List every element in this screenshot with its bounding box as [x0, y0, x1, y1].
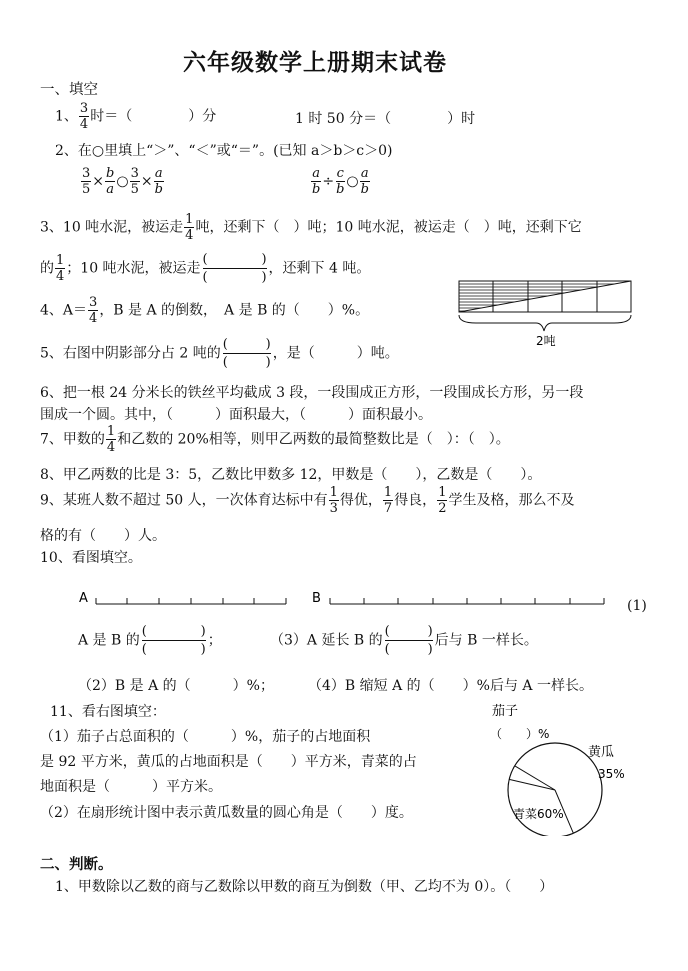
- question-11-line-4: （2）在扇形统计图中表示黄瓜数量的圆心角是（ ）度。: [40, 805, 413, 821]
- question-11-line-3: 地面积是（ ）平方米。: [40, 779, 222, 795]
- question-10-part-4: （4）B 缩短 A 的（ ）%后与 A 一样长。: [308, 678, 593, 694]
- question-text: 时＝（ ）分: [90, 108, 217, 125]
- question-10-part-1: A 是 B 的 ( ) ( ) ；: [78, 624, 222, 657]
- pie-pct-eggplant: （ ）%: [490, 727, 550, 741]
- line-segments-figure: [78, 588, 608, 612]
- fraction: $\frac{1}{4}$: [185, 212, 194, 243]
- question-7: 7、甲数的 $\frac{1}{4}$ 和乙数的 20%相等，则甲乙两数的最简整数比是（ ）：（ ）。: [40, 424, 510, 455]
- pie-label-greens: 青菜60%: [513, 807, 564, 821]
- fraction: $\frac{a}{b}$: [360, 166, 369, 197]
- question-11-heading: 11、看右图填空：: [50, 704, 166, 720]
- fraction: $\frac{b}{a}$: [106, 166, 115, 197]
- page-title: 六年级数学上册期末试卷: [183, 49, 447, 76]
- blank-fraction: ( ) ( ): [202, 252, 267, 285]
- question-11-line-2: 是 92 平方米，黄瓜的占地面积是（ ）平方米，青菜的占: [40, 754, 417, 770]
- question-10-part-2: （2）B 是 A 的（ ）%；: [78, 678, 274, 694]
- question-10-part-3: （3）A 延长 B 的 ( ) ( ) 后与 B 一样长。: [270, 624, 538, 657]
- blank-fraction: ( ) ( ): [141, 624, 206, 657]
- question-3-line-1: 3、10 吨水泥，被运走 $\frac{1}{4}$ 吨，还剩下（ ）吨；10 吨水泥，被运走（ ）吨，还剩下它: [40, 212, 582, 243]
- question-2: 2、在○里填上“＞”、“＜”或“＝”。(已知 a＞b＞c＞0): [55, 143, 393, 159]
- comparison-expression-1: $\frac{3}{5}$ × $\frac{b}{a}$ ○ $\frac{3}{5}$ × $\frac{a}{b}$: [82, 166, 163, 197]
- fraction: $\frac{1}{4}$: [106, 424, 116, 455]
- judge-question-1: 1、甲数除以乙数的商与乙数除以甲数的商互为倒数（甲、乙均不为 0）。（ ）: [55, 879, 554, 895]
- fraction: $\frac{3}{5}$: [82, 166, 91, 197]
- fraction: $\frac{3}{5}$: [130, 166, 139, 197]
- pie-label-eggplant: 茄子: [492, 704, 519, 719]
- fraction: $\frac{1}{7}$: [383, 485, 393, 516]
- question-6-line-2: 围成一个圆。其中，（ ）面积最大，（ ）面积最小。: [40, 407, 432, 423]
- blank-fraction: ( ) ( ): [384, 624, 433, 657]
- question-10-heading: 10、看图填空。: [40, 550, 142, 566]
- blank-fraction: ( ) ( ): [222, 337, 271, 370]
- shaded-bar-figure: [456, 279, 636, 354]
- pie-label-cucumber: 黄瓜: [588, 745, 615, 760]
- fraction: $\frac{1}{2}$: [438, 485, 447, 516]
- fraction: $\frac{a}{b}$: [154, 166, 163, 197]
- question-3-line-2: 的 $\frac{1}{4}$ ；10 吨水泥，被运走 ( ) ( ) ，还剩下 4 吨。: [40, 252, 371, 285]
- fraction: $\frac{1}{3}$: [329, 485, 338, 516]
- question-9-line-1: 9、某班人数不超过 50 人，一次体育达标中有 $\frac{1}{3}$ 得优， $\frac{1}{7}$ 得良， $\frac{1}{2}$ 学生及格，那么不及: [40, 485, 575, 516]
- segment-b-label: B: [312, 591, 321, 606]
- section-heading-judge: 二、判断。: [40, 856, 113, 873]
- question-5: 5、右图中阴影部分占 2 吨的 ( ) ( ) ，是（ ）吨。: [40, 337, 399, 370]
- question-1: [55, 102, 216, 131]
- question-11-line-1: （1）茄子占总面积的（ ）%，茄子的占地面积: [40, 729, 371, 745]
- sub-question-1-number: (1): [627, 598, 647, 614]
- pie-pct-cucumber: 35%: [598, 767, 625, 781]
- fraction: $\frac{3}{4}$: [79, 101, 89, 132]
- section-heading-fill: 一、填空: [40, 82, 98, 98]
- question-1-part-b: 1 时 50 分＝（ ）时: [295, 111, 476, 127]
- figure-label: 2吨: [536, 334, 556, 348]
- pie-chart: [470, 696, 640, 836]
- question-9-line-2: 格的有（ ）人。: [40, 528, 166, 544]
- fraction: $\frac{3}{4}$: [89, 295, 98, 326]
- question-6-line-1: 6、把一根 24 分米长的铁丝平均截成 3 段，一段围成正方形，一段围成长方形，另一段: [40, 385, 584, 401]
- question-4: 4、A＝ $\frac{3}{4}$ ，B 是 A 的倒数， A 是 B 的（ ）%。: [40, 295, 370, 326]
- segment-a-label: A: [79, 591, 88, 606]
- question-number: 1、: [55, 108, 78, 125]
- fraction: $\frac{a}{b}$: [312, 166, 321, 197]
- compare-circle: ○: [116, 173, 129, 190]
- comparison-expression-2: $\frac{a}{b}$ ÷ $\frac{c}{b}$ ○ $\frac{a}{b}$: [312, 166, 369, 197]
- fraction: $\frac{c}{b}$: [336, 166, 345, 197]
- fraction: $\frac{1}{4}$: [56, 253, 65, 284]
- compare-circle: ○: [346, 173, 359, 190]
- question-8: 8、甲乙两数的比是 3：5，乙数比甲数多 12，甲数是（ ），乙数是（ ）。: [40, 467, 542, 483]
